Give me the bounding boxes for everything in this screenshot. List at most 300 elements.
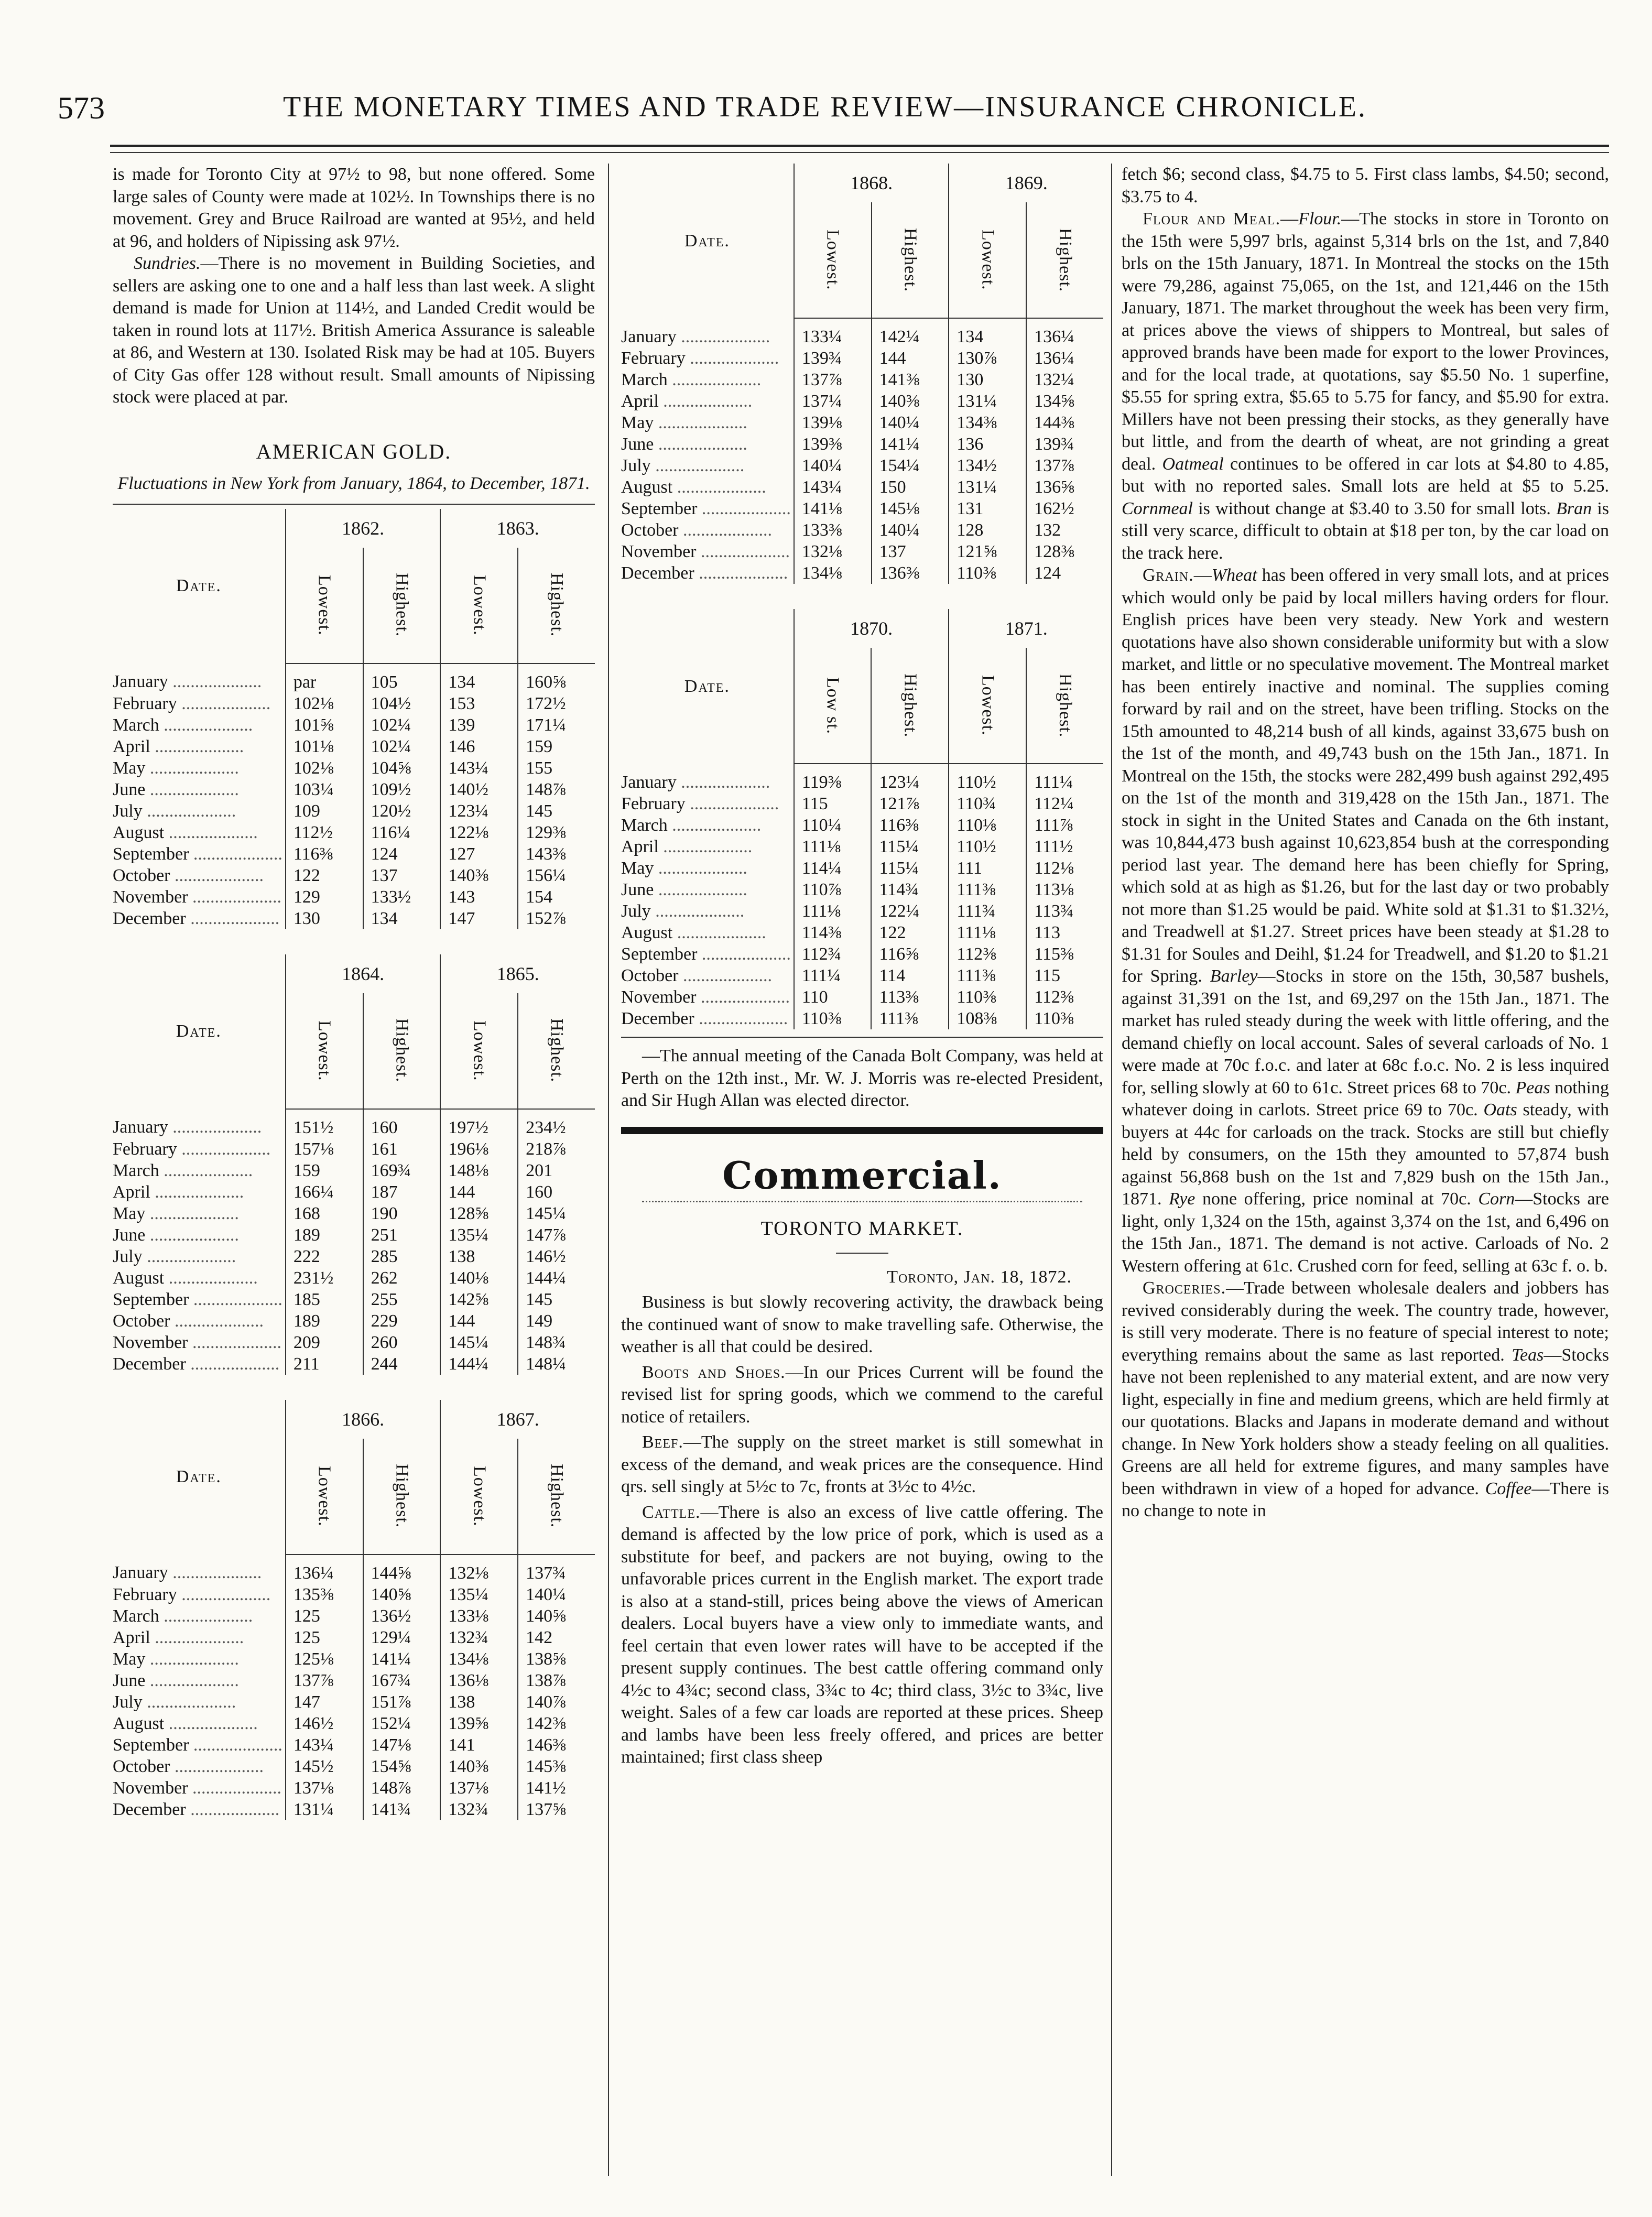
- gold-value: 147⅞: [518, 1224, 595, 1246]
- month-label: March: [113, 1606, 159, 1626]
- flour-sublabel: Flour.: [1298, 209, 1342, 229]
- table-row: April .................... 137¼ 140⅜ 131¼ 134⅝: [621, 390, 1103, 412]
- gold-value: 190: [363, 1203, 441, 1224]
- gold-value: 285: [363, 1246, 441, 1267]
- gold-value: 154⅝: [363, 1756, 441, 1777]
- month-label: December: [621, 563, 694, 583]
- table-row: June .................... 137⅞ 167¾ 136⅛ 138⅞: [113, 1670, 595, 1691]
- gold-value: 139⅛: [794, 412, 872, 433]
- table-row: February .................... 102⅛ 104½ 153 172½: [113, 693, 595, 714]
- gold-value: 140⅞: [518, 1691, 595, 1713]
- table-row: April .................... 101⅛ 102¼ 146 159: [113, 736, 595, 757]
- gold-value: 134: [440, 664, 518, 693]
- month-label: March: [113, 1160, 159, 1180]
- gold-value: 104⅝: [363, 757, 441, 779]
- month-label: August: [113, 1713, 165, 1733]
- gold-table-block: [621, 164, 1103, 584]
- coffee-text: —There is no change to note in: [1122, 1479, 1609, 1520]
- gold-value: 124: [363, 843, 441, 865]
- gold-value: 111⅜: [949, 965, 1026, 986]
- table-row: May .................... 139⅛ 140¼ 134⅜ 144⅜: [621, 412, 1103, 433]
- gold-value: 255: [363, 1289, 441, 1310]
- table-row: September .................... 116⅜ 124 127 143⅜: [113, 843, 595, 865]
- column-subheader: Highest.: [392, 573, 412, 637]
- gold-value: 112½: [286, 822, 363, 843]
- bran-label: Bran: [1556, 498, 1592, 518]
- gold-value: 154¼: [872, 455, 949, 476]
- table-row: December .................... 131¼ 141¾ 132¾ 137⅝: [113, 1799, 595, 1820]
- gold-value: 128⅝: [440, 1203, 518, 1224]
- gold-value: 131¼: [286, 1799, 363, 1820]
- gold-value: 131: [949, 498, 1026, 519]
- gold-value: 132⅛: [794, 541, 872, 562]
- month-label: January: [621, 772, 677, 792]
- gold-value: 149: [518, 1310, 595, 1332]
- table-row: October .................... 189 229 144 149: [113, 1310, 595, 1332]
- column-subheader: Lowest.: [978, 675, 998, 736]
- gold-value: 144: [440, 1310, 518, 1332]
- table-row: October .................... 111¼ 114 111⅜ 115: [621, 965, 1103, 986]
- gold-value: 133⅛: [440, 1605, 518, 1627]
- gold-value: 156¼: [518, 865, 595, 886]
- gold-value: 197½: [440, 1109, 518, 1138]
- gold-value: 143¼: [286, 1734, 363, 1756]
- gold-value: 113: [1026, 922, 1103, 943]
- section-rule: [621, 1037, 1103, 1038]
- month-label: May: [621, 413, 654, 432]
- oats-label: Oats: [1483, 1100, 1517, 1120]
- gold-value: 136⅜: [872, 562, 949, 584]
- gold-value: 140⅜: [440, 1756, 518, 1777]
- oatmeal-text: continues to be offered in car lots at $4.80 to 4.85, but with no reported sales. Small lots are held at $5 to 5.25.: [1122, 454, 1610, 496]
- month-label: December: [113, 908, 186, 928]
- beef-label: Beef.: [642, 1432, 683, 1452]
- column-subheader: Lowest.: [314, 1465, 334, 1527]
- gold-value: 152¼: [363, 1713, 441, 1734]
- gold-value: 121⅞: [871, 793, 949, 814]
- month-label: September: [113, 1289, 189, 1309]
- gold-value: 144: [440, 1181, 518, 1203]
- gold-value: 139⅜: [794, 433, 872, 455]
- gold-value: 136⅝: [1026, 476, 1103, 498]
- month-label: November: [621, 987, 697, 1007]
- table-row: November .................... 129 133½ 143 154: [113, 886, 595, 908]
- gold-value: 141½: [518, 1777, 595, 1799]
- cattle-text: —There is also an excess of live cattle offering. The demand is affected by the low price of pork, which is used as a substitute for beef, and packers are not buying, owing to the unfavorable prices current in the English market. The export trade is also at a stand-still, prices being above the views of American dealers. Local buyers have a view only to immediate wants, and feel certain that even lower rates will have to be accepted if the present supply continues. The best cattle offering command only 4½c to 4¾c; second class, 3¾c to 4c; third class, 3½c to 3¾c, live weight. Sales of a few car loads are reported at these prices. Sheep and lambs have been less freely offered, and prices are better maintained; first class sheep: [621, 1502, 1103, 1767]
- gold-value: 218⅞: [518, 1138, 595, 1160]
- gold-value: 111⅜: [871, 1008, 949, 1029]
- gold-value: 122¼: [871, 900, 949, 922]
- column-subheader: Highest.: [392, 1464, 412, 1528]
- gold-value: 110⅞: [794, 879, 872, 900]
- wheat-label: Wheat: [1211, 566, 1257, 585]
- gold-value: 132¾: [440, 1627, 518, 1648]
- gold-value: 104½: [363, 693, 441, 714]
- month-label: May: [113, 758, 146, 778]
- gold-table-block: [621, 609, 1103, 1029]
- table-row: July .................... 147 151⅞ 138 140⅞: [113, 1691, 595, 1713]
- column-3: [1122, 164, 1609, 1523]
- section-rule: [113, 504, 595, 505]
- month-label: June: [621, 880, 654, 899]
- table-row: January .................... 136¼ 144⅝ 132⅛ 137¾: [113, 1555, 595, 1584]
- month-label: May: [113, 1649, 146, 1669]
- gold-value: 130: [949, 369, 1026, 390]
- gold-value: 109: [286, 800, 363, 822]
- cattle-label: Cattle.: [642, 1502, 701, 1522]
- month-label: September: [621, 944, 698, 964]
- column-subheader: Lowest.: [314, 1020, 334, 1081]
- gold-value: 148¼: [518, 1353, 595, 1375]
- gold-value: 122⅛: [440, 822, 518, 843]
- month-label: January: [113, 1117, 168, 1137]
- table-row: February .................... 135⅜ 140⅝ 135¼ 140¼: [113, 1584, 595, 1605]
- cornmeal-text: is without change at $3.40 to 3.50 for small lots.: [1198, 498, 1551, 518]
- gold-value: 147: [286, 1691, 363, 1713]
- gold-value: 140⅝: [363, 1584, 441, 1605]
- gold-value: 123¼: [871, 764, 949, 793]
- month-label: April: [113, 1627, 150, 1647]
- month-label: November: [621, 542, 697, 561]
- gold-value: 112⅜: [1026, 986, 1103, 1008]
- table-row: July .................... 109 120½ 123¼ 145: [113, 800, 595, 822]
- table-row: December .................... 110⅜ 111⅜ 108⅜ 110⅜: [621, 1008, 1103, 1029]
- gold-value: 169¾: [363, 1160, 441, 1181]
- table-row: January .................... par 105 134 160⅝: [113, 664, 595, 693]
- month-label: September: [113, 1735, 189, 1755]
- month-label: October: [621, 966, 679, 985]
- gold-value: 136¼: [1026, 318, 1103, 347]
- page-number: 573: [58, 91, 105, 125]
- gold-value: 168: [286, 1203, 363, 1224]
- gold-value: 201: [518, 1160, 595, 1181]
- gold-value: 140¼: [872, 412, 949, 433]
- gold-value: 167¾: [363, 1670, 441, 1691]
- table-row: December .................... 134⅛ 136⅜ 110⅜ 124: [621, 562, 1103, 584]
- gold-value: 160: [518, 1181, 595, 1203]
- flour-paragraph: Flour and Meal.—Flour.—The stocks in store in Toronto on the 15th were 5,997 brls, against 5,314 brls on the 1st, and 7,840 brls on the 15th January, 1871. In Montreal the stocks on the 15th were 79,286, against 75,065, on the 1st, and 121,446 on the 15th January, 1871. The market throughout the week has been very firm, at prices above the views of shippers to Montreal, but sales of approved brands have been made for export to the lower Provinces, and for the local trade, at quotations, say $5.50 No. 1 superfine, $5.55 for spring extra, $5.65 to 5.75 for fancy, and $5.90 for extra. Millers have not been pressing their stocks, as they generally have but little, and from the dearth of wheat, are not grinding a great deal. Oatmeal continues to be offered in car lots at $4.80 to 4.85, but with no reported sales. Small lots are held at $5 to 5.25. Cornmeal is without change at $3.40 to 3.50 for small lots. Bran is still very scarce, difficult to obtain at $18 per ton, by the car load on the track here.: [1122, 209, 1610, 563]
- gold-table: [113, 1400, 595, 1820]
- table-row: October .................... 122 137 140⅜ 156¼: [113, 865, 595, 886]
- gold-value: 114⅜: [794, 922, 872, 943]
- gold-value: 137⅞: [794, 369, 872, 390]
- gold-value: 143: [440, 886, 518, 908]
- gold-value: 115: [1026, 965, 1103, 986]
- month-label: June: [113, 779, 146, 799]
- table-row: March .................... 125 136½ 133⅛ 140⅝: [113, 1605, 595, 1627]
- gold-value: par: [286, 664, 363, 693]
- year-label: 1867.: [440, 1400, 595, 1439]
- gold-value: 147⅛: [363, 1734, 441, 1756]
- gold-value: 139¾: [1026, 433, 1103, 455]
- column-subheader: Low st.: [823, 677, 843, 734]
- gold-value: 229: [363, 1310, 441, 1332]
- gold-value: 141¼: [363, 1648, 441, 1670]
- table-row: October .................... 133⅜ 140¼ 128 132: [621, 519, 1103, 541]
- gold-value: 136¼: [1026, 347, 1103, 369]
- date-header: Date.: [684, 231, 730, 251]
- gold-value: 110¼: [794, 814, 872, 836]
- gold-value: 122: [286, 865, 363, 886]
- gold-tables-col1: [113, 509, 595, 1820]
- table-row: June .................... 103¼ 109½ 140½ 148⅞: [113, 779, 595, 800]
- gold-value: 114¾: [871, 879, 949, 900]
- gold-value: 140⅛: [440, 1267, 518, 1289]
- month-label: July: [621, 456, 651, 475]
- gold-value: 142¼: [872, 318, 949, 347]
- table-row: August .................... 112½ 116¼ 122⅛ 129⅜: [113, 822, 595, 843]
- grain-paragraph: Grain.—Wheat has been offered in very small lots, and at prices which would only be paid by local millers having orders for flour. English prices have been very steady. New York and western quotations have also shown considerable uniformity but with a slow market, and little or no speculative movement. The Montreal market has been entirely inactive and nominal. The supplies coming forward by rail and on the street, have been trifling. Stocks on the 15th amounted to 48,214 bush of all kinds, against 33,675 bush on the 1st of the month, and 49,743 bush on the 15th Jan., 1871. In Montreal on the 15th, the stocks were 282,499 bush against 292,495 on the 1st of the month and 319,428 on the 15th Jan., 1871. The stock in sight in the United States and Canada on the 6th instant, was 10,844,473 bush against 10,623,854 bush at the corresponding period last year. The demand here has been chiefly for Spring, which sold at as high as $1.26, but for the last day or two probably not more than $1.25 would be paid. White sold at $1.31 to $1.32½, and Treadwell at $1.27. Street prices have been steady at $1.28 to $1.31 for Soules and Deihl, $1.24 for Treadwell, and $1.20 to $1.21 for Spring. Barley—Stocks in store on the 15th, 30,587 bushels, against 31,391 on the 1st, and 69,297 on the 15th Jan., 1871. The market has ruled steady during the week with little offering, and the demand chiefly on local account. Sales of several carloads of No. 1 were made at 70c f.o.c. and later at 68c f.o.c. No. 2 is less inquired for, selling slowly at 60 to 61c. Street prices 68 to 70c. Peas nothing whatever doing in carlots. Street price 69 to 70c. Oats steady, with buyers at 44c for carloads on the track. Stocks are still but chiefly held by consumers, on the 15th they amounted to 57,874 bush against 56,868 bush on the 1st and 7,829 bush on the 15th Jan., 1871. Rye none offering, price nominal at 70c. Corn—Stocks are light, only 1,324 on the 15th, against 3,374 on the 1st, and 6,496 on the 15th Jan., 1871. The demand is not active. Carloads of No. 2 Western offering at 61c. Crushed corn for feed, selling at 63c f. o. b.: [1122, 566, 1610, 1276]
- gold-value: 111¾: [949, 900, 1026, 922]
- year-label: 1866.: [286, 1400, 441, 1439]
- gold-value: 147: [440, 908, 518, 929]
- month-label: June: [113, 1225, 146, 1245]
- gold-value: 103¼: [286, 779, 363, 800]
- gold-value: 152⅞: [518, 908, 595, 929]
- month-label: August: [113, 1268, 165, 1288]
- year-label: 1869.: [949, 164, 1103, 202]
- gold-value: 153: [440, 693, 518, 714]
- gold-table: [621, 164, 1103, 584]
- gold-value: 111¼: [794, 965, 872, 986]
- rye-label: Rye: [1169, 1189, 1195, 1209]
- gold-table-block: [113, 509, 595, 929]
- gold-value: 132: [1026, 519, 1103, 541]
- gold-value: 110: [794, 986, 872, 1008]
- gold-value: 113⅛: [1026, 879, 1103, 900]
- gold-value: 110⅜: [1026, 1008, 1103, 1029]
- table-row: June .................... 139⅜ 141¼ 136 139¾: [621, 433, 1103, 455]
- gold-value: 108⅜: [949, 1008, 1026, 1029]
- groceries-paragraph: [1122, 1277, 1609, 1523]
- table-row: September .................... 112¾ 116⅝ 112⅜ 115⅜: [621, 943, 1103, 965]
- gold-caption: Fluctuations in New York from January, 1864, to December, 1871.: [117, 473, 590, 493]
- gold-value: 137¼: [794, 390, 872, 412]
- gold-value: 141¼: [872, 433, 949, 455]
- month-label: August: [621, 477, 673, 497]
- gold-value: 137⅛: [286, 1777, 363, 1799]
- table-row: August .................... 231½ 262 140⅛ 144¼: [113, 1267, 595, 1289]
- gold-value: 128⅜: [1026, 541, 1103, 562]
- gold-value: 144¼: [518, 1267, 595, 1289]
- groceries-label: Groceries.: [1143, 1278, 1226, 1298]
- month-label: September: [113, 844, 189, 864]
- month-label: July: [113, 1692, 143, 1712]
- gold-value: 145¼: [518, 1203, 595, 1224]
- month-label: December: [621, 1009, 694, 1028]
- gold-value: 166¼: [286, 1181, 363, 1203]
- boots-shoes-paragraph: [621, 1362, 1103, 1429]
- gold-value: 129: [286, 886, 363, 908]
- month-label: April: [113, 736, 150, 756]
- gold-value: 185: [286, 1289, 363, 1310]
- table-row: January .................... 133¼ 142¼ 134 136¼: [621, 318, 1103, 347]
- gold-value: 145⅛: [872, 498, 949, 519]
- gold-value: 111: [949, 857, 1026, 879]
- gold-value: 124: [1026, 562, 1103, 584]
- gold-value: 146⅜: [518, 1734, 595, 1756]
- gold-value: 187: [363, 1181, 441, 1203]
- table-row: May .................... 114¼ 115¼ 111 112⅛: [621, 857, 1103, 879]
- sundries-text: —There is no movement in Building Societies, and sellers are asking one to one and a half less than last week. A slight demand is made for Union at 114½, and Landed Credit would be taken in round lots at 117½. British America Assurance is saleable at 86, and Western at 130. Isolated Risk may be had at 105. Buyers of City Gas offer 128 without result. Small amounts of Nipissing stock were placed at par.: [113, 254, 595, 407]
- toronto-market-heading: TORONTO MARKET.: [760, 1217, 964, 1240]
- column-subheader: Lowest.: [823, 230, 843, 290]
- gold-value: 196⅛: [440, 1138, 518, 1160]
- gold-value: 134: [363, 908, 441, 929]
- gold-value: 115¼: [871, 836, 949, 857]
- gold-value: 102⅛: [286, 757, 363, 779]
- gold-value: 189: [286, 1224, 363, 1246]
- table-row: February .................... 157⅛ 161 196⅛ 218⅞: [113, 1138, 595, 1160]
- gold-value: 146: [440, 736, 518, 757]
- gold-value: 136½: [363, 1605, 441, 1627]
- gold-value: 139¾: [794, 347, 872, 369]
- table-row: July .................... 111⅛ 122¼ 111¾ 113¾: [621, 900, 1103, 922]
- gold-value: 116¼: [363, 822, 441, 843]
- table-row: February .................... 115 121⅞ 110¾ 112¼: [621, 793, 1103, 814]
- month-label: November: [113, 1778, 188, 1798]
- column-subheader: Lowest.: [470, 1465, 490, 1527]
- table-row: January .................... 151½ 160 197½ 234½: [113, 1109, 595, 1138]
- month-label: January: [621, 327, 677, 346]
- gold-value: 251: [363, 1224, 441, 1246]
- table-row: March .................... 159 169¾ 148⅛ 201: [113, 1160, 595, 1181]
- month-label: May: [113, 1203, 146, 1223]
- year-label: 1863.: [440, 509, 595, 548]
- gold-value: 260: [363, 1332, 441, 1353]
- oats-text: steady, with buyers at 44c for carloads on the track. Stocks are still but chiefly held by consumers, on the 15th they amounted to 57,874 bush against 56,868 bush on the 1st and 7,829 bush on the 15th Jan., 1871.: [1122, 1100, 1609, 1209]
- column-subheader: Lowest.: [314, 574, 334, 636]
- gold-value: 159: [286, 1160, 363, 1181]
- gold-value: 116⅜: [286, 843, 363, 865]
- table-row: May .................... 168 190 128⅝ 145¼: [113, 1203, 595, 1224]
- gold-value: 110¾: [949, 793, 1026, 814]
- gold-value: 143¼: [794, 476, 872, 498]
- gold-value: 134½: [949, 455, 1026, 476]
- gold-value: 160: [363, 1109, 441, 1138]
- gold-value: 120½: [363, 800, 441, 822]
- gold-value: 162½: [1026, 498, 1103, 519]
- column-subheader: Highest.: [392, 1018, 412, 1083]
- gold-value: 125: [286, 1605, 363, 1627]
- table-row: May .................... 102⅛ 104⅝ 143¼ 155: [113, 757, 595, 779]
- month-label: August: [621, 923, 673, 942]
- gold-value: 111⅛: [794, 836, 872, 857]
- month-label: November: [113, 887, 188, 907]
- gold-value: 101⅛: [286, 736, 363, 757]
- month-label: July: [113, 801, 143, 821]
- gold-value: 138⅝: [518, 1648, 595, 1670]
- gold-value: 140⅜: [440, 865, 518, 886]
- month-label: January: [113, 672, 168, 691]
- gold-value: 142⅝: [440, 1289, 518, 1310]
- gold-value: 138: [440, 1691, 518, 1713]
- gold-value: 129¼: [363, 1627, 441, 1648]
- gold-value: 112⅜: [949, 943, 1026, 965]
- year-label: 1870.: [794, 609, 949, 648]
- month-label: November: [113, 1332, 188, 1352]
- table-row: June .................... 189 251 135¼ 147⅞: [113, 1224, 595, 1246]
- gold-value: 134⅛: [440, 1648, 518, 1670]
- table-row: May .................... 125⅛ 141¼ 134⅛ 138⅝: [113, 1648, 595, 1670]
- gold-value: 140¼: [872, 519, 949, 541]
- gold-table-block: [113, 954, 595, 1375]
- grain-label: Grain.: [1143, 566, 1194, 585]
- gold-value: 134⅛: [794, 562, 872, 584]
- table-row: December .................... 130 134 147 152⅞: [113, 908, 595, 929]
- date-header: Date.: [176, 1467, 222, 1486]
- month-label: March: [113, 715, 159, 735]
- gold-value: 122: [871, 922, 949, 943]
- gold-value: 113¾: [1026, 900, 1103, 922]
- column-divider: [1111, 164, 1112, 2176]
- month-label: February: [113, 1584, 177, 1604]
- gold-value: 134: [949, 318, 1026, 347]
- gold-value: 114: [871, 965, 949, 986]
- table-row: April .................... 125 129¼ 132¾ 142: [113, 1627, 595, 1648]
- year-label: 1865.: [440, 954, 595, 993]
- gold-value: 140⅝: [518, 1605, 595, 1627]
- gold-value: 141⅛: [794, 498, 872, 519]
- gold-value: 111⅜: [949, 879, 1026, 900]
- month-label: March: [621, 816, 668, 835]
- month-label: February: [113, 693, 177, 713]
- gold-value: 144⅜: [1026, 412, 1103, 433]
- gold-value: 145½: [286, 1756, 363, 1777]
- gold-value: 110⅜: [794, 1008, 872, 1029]
- gold-value: 110½: [949, 764, 1026, 793]
- date-header: Date.: [684, 676, 730, 696]
- gold-value: 137⅞: [1026, 455, 1103, 476]
- gold-value: 115¼: [871, 857, 949, 879]
- gold-value: 140⅜: [872, 390, 949, 412]
- gold-value: 128: [949, 519, 1026, 541]
- gold-value: 137: [872, 541, 949, 562]
- table-row: March .................... 110¼ 116⅜ 110⅛ 111⅞: [621, 814, 1103, 836]
- gold-value: 101⅝: [286, 714, 363, 736]
- table-row: December .................... 211 244 144¼ 148¼: [113, 1353, 595, 1375]
- gold-value: 130⅞: [949, 347, 1026, 369]
- gold-value: 137⅞: [286, 1670, 363, 1691]
- gold-value: 148⅛: [440, 1160, 518, 1181]
- date-header: Date.: [176, 1021, 222, 1041]
- table-row: July .................... 222 285 138 146½: [113, 1246, 595, 1267]
- column-subheader: Highest.: [547, 1018, 567, 1083]
- gold-value: 114¼: [794, 857, 872, 879]
- gold-value: 148⅞: [363, 1777, 441, 1799]
- stocks-paragraph: is made for Toronto City at 97½ to 98, but none offered. Some large sales of County were made at 102½. In Townships there is no movement. Grey and Bruce Railroad are wanted at 95½, and held at 96, and holders of Nipissing ask 97½.: [113, 165, 595, 251]
- gold-value: 136¼: [286, 1555, 363, 1584]
- bran-text: is still very scarce, difficult to obtain at $18 per ton, by the car load on the track here.: [1122, 498, 1610, 563]
- gold-value: 135¼: [440, 1224, 518, 1246]
- peas-text: nothing whatever doing in carlots. Street price 69 to 70c.: [1122, 1078, 1610, 1120]
- gold-value: 119⅜: [794, 764, 872, 793]
- dateline: Toronto, Jan. 18, 1872.: [887, 1267, 1072, 1287]
- cornmeal-label: Cornmeal: [1122, 498, 1193, 518]
- column-subheader: Highest.: [1056, 227, 1075, 292]
- gold-value: 112¾: [794, 943, 872, 965]
- header-rule: [110, 145, 1609, 147]
- month-label: August: [113, 822, 165, 842]
- month-label: February: [113, 1139, 177, 1159]
- gold-value: 262: [363, 1267, 441, 1289]
- boots-text: —In our Prices Current will be found the revised list for spring goods, which we commend to the careful notice of retailers.: [621, 1362, 1103, 1427]
- column-subheader: Lowest.: [470, 1020, 490, 1081]
- gold-value: 102⅛: [286, 693, 363, 714]
- gold-value: 121⅝: [949, 541, 1026, 562]
- gold-value: 135⅜: [286, 1584, 363, 1605]
- column-1: [113, 164, 595, 1820]
